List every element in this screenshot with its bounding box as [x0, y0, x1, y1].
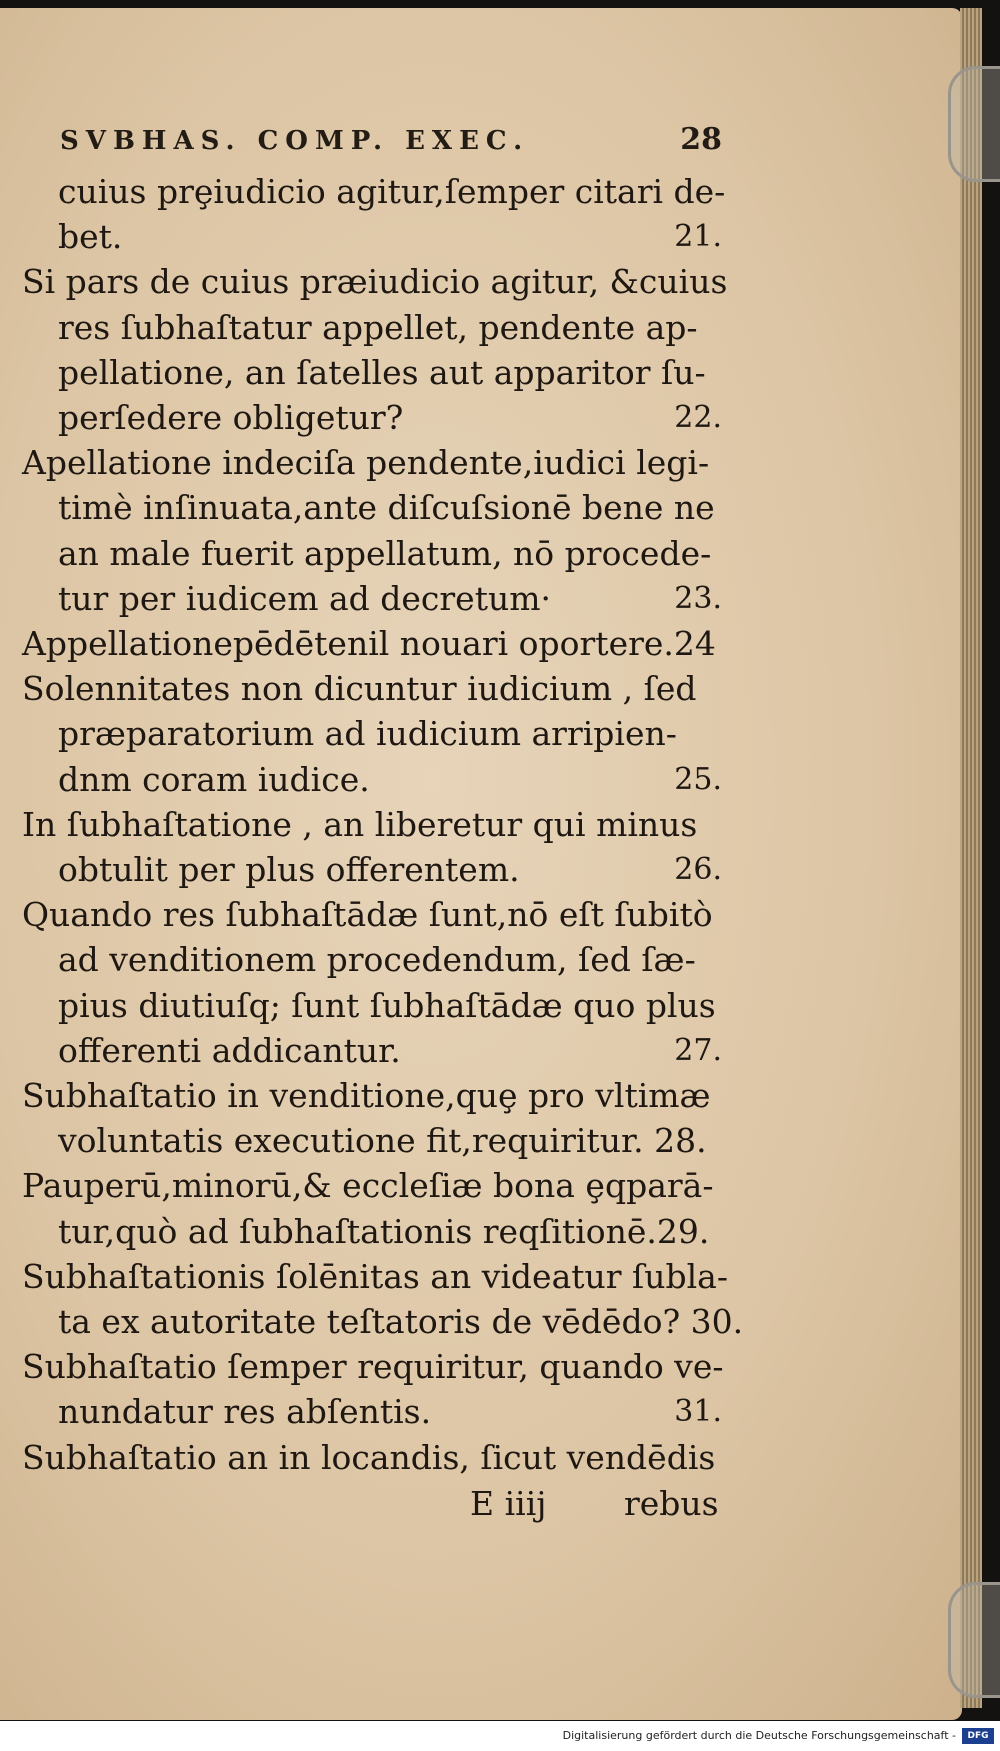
clasp-top	[948, 66, 1000, 182]
index-line: dnm coram iudice.	[58, 759, 370, 799]
index-line: In ſubhaſtatione , an liberetur qui minus	[22, 804, 698, 844]
book-page	[0, 8, 962, 1720]
index-line: Subhaſtatio in venditione,quȩ pro vltimæ	[22, 1076, 711, 1115]
index-line: Appellationepēdētenil nouari oportere.24	[22, 624, 716, 663]
running-title: SVBHAS. COMP. EXEC.	[60, 126, 530, 156]
entry-number: 31.	[674, 1394, 722, 1430]
index-line: ad venditionem procedendum, ſed ſæ-	[58, 940, 696, 980]
index-line: Subhaſtatio ſemper requiritur, quando ve-	[22, 1347, 724, 1387]
index-line: Si pars de cuius præiudicio agitur, &cuius	[22, 262, 728, 302]
index-line: Pauperū,minorū,& eccleſiæ bona ȩqparā-	[22, 1166, 714, 1206]
entry-number: 27.	[674, 1032, 722, 1068]
index-line: tur per iudicem ad decretum·	[58, 578, 552, 618]
index-line: Solennitates non dicuntur iudicium , ſed	[22, 669, 697, 709]
index-line: timè inſinuata,ante diſcuſsionē bene ne	[58, 488, 715, 528]
index-line: Apellatione indeciſa pendente,iudici legi-	[22, 443, 710, 483]
index-line: ta ex autoritate teſtatoris de vēdēdo? 30.	[58, 1302, 744, 1341]
signature-mark: E iiij	[470, 1484, 547, 1523]
index-line: an male fuerit appellatum, nō procede-	[58, 533, 712, 573]
page-edge	[960, 8, 982, 1708]
clasp-bottom	[948, 1582, 1000, 1698]
index-line: obtulit per plus offerentem.	[58, 850, 520, 889]
dfg-logo: DFG	[962, 1728, 994, 1744]
footer-credit: Digitalisierung gefördert durch die Deutsche Forschungsgemeinschaft -	[0, 1721, 1000, 1751]
entry-number: 23.	[674, 580, 722, 616]
index-line: perſedere obligetur?	[58, 398, 404, 437]
page-number: 28	[680, 122, 722, 157]
index-line: pius diutiuſq; ſunt ſubhaſtādæ quo plus	[58, 985, 716, 1025]
entry-number: 21.	[674, 219, 722, 255]
entry-number: 26.	[674, 852, 722, 887]
index-line: præparatorium ad iudicium arripien-	[58, 714, 677, 754]
catchword: rebus	[624, 1484, 719, 1523]
index-line: tur,quò ad ſubhaſtationis reqſitionē.29.	[58, 1211, 710, 1251]
index-line: nundatur res abſentis.	[58, 1392, 432, 1432]
index-line: pellatione, an ſatelles aut apparitor ſu-	[58, 352, 706, 392]
index-entries	[0, 8, 962, 1720]
index-line: offerenti addicantur.	[58, 1030, 401, 1070]
index-line: voluntatis executione fit,requiritur. 28.	[58, 1121, 707, 1161]
entry-number: 25.	[674, 761, 722, 797]
entry-number: 22.	[674, 400, 722, 435]
index-line: bet.	[58, 217, 123, 257]
index-line: cuius prȩiudicio agitur,ſemper citari de-	[58, 172, 726, 211]
index-line: Subhaſtationis ſolēnitas an videatur ſubla-	[22, 1256, 729, 1296]
index-line: Quando res ſubhaſtādæ ſunt,nō eſt ſubitò	[22, 895, 713, 935]
index-line: res ſubhaſtatur appellet, pendente ap-	[58, 307, 698, 347]
index-line: Subhaſtatio an in locandis, ſicut vendēdis	[22, 1437, 716, 1477]
